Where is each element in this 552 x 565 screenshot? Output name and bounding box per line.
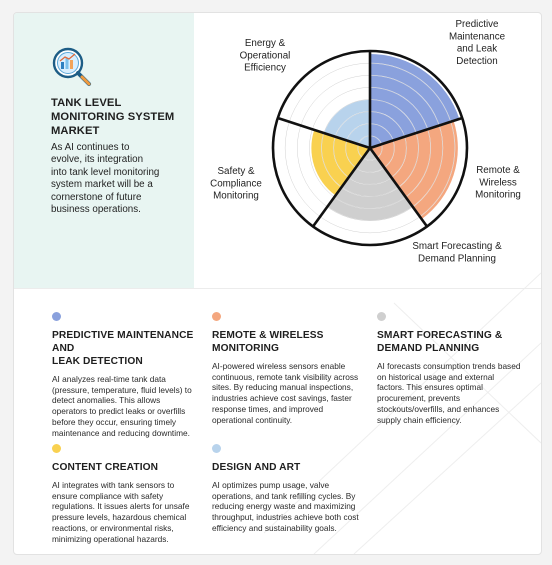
feature-remote-and-wireless-monitoring (212, 312, 362, 425)
feature-dot-icon (212, 444, 221, 453)
feature-dot-icon (377, 312, 386, 321)
segment-label-3 (412, 241, 502, 264)
segment-label-line: Monitoring (213, 190, 259, 202)
feature-heading: DESIGN AND ART (212, 462, 301, 473)
segment-label-line: Monitoring (475, 189, 521, 201)
segment-label-line: Smart Forecasting & (412, 241, 502, 252)
feature-heading: SMART FORECASTING & DEMAND PLANNING (377, 330, 503, 354)
feature-heading: CONTENT CREATION (52, 462, 159, 473)
segment-label-2 (475, 165, 521, 201)
feature-description: AI-powered wireless sensors enable continuous, remote tank visibility across sites. By reducing manual inspections, industries achieve cost savings, faster response times, and improved operational continuity. (212, 361, 359, 425)
segment-label-line: Safety & (217, 166, 255, 177)
segment-label-line: Demand Planning (418, 253, 496, 265)
feature-design-and-art (212, 444, 362, 534)
feature-description: AI analyzes real-time tank data (pressure, temperature, fluid levels) to detect anomalies. This allows operators to predict leaks or overfills before they occur, ensuring timely maintenance and reducing downtime. (52, 374, 192, 438)
feature-description: AI forecasts consumption trends based on historical usage and external factors. This ensures optimal procurement, prevents stockouts/overfills, and enhances supply chain efficiency. (377, 361, 521, 425)
segment-label-line: Compliance (210, 178, 262, 190)
segment-label-line: and Leak (456, 43, 498, 55)
segment-label-line: Predictive (455, 19, 499, 30)
infographic-card (13, 12, 542, 555)
intro-blurb: As AI continues to evolve, its integration into tank level monitoring system market will be a cornerstone of future business operations. (51, 142, 160, 216)
feature-heading: PREDICTIVE MAINTENANCE AND LEAK DETECTION (52, 330, 194, 367)
segment-label-1 (449, 19, 506, 67)
feature-dot-icon (212, 312, 221, 321)
feature-predictive-maintenance-and-leak-detection (52, 312, 195, 438)
feature-smart-forecasting-and-demand-planning (377, 312, 522, 425)
segment-label-line: Operational (239, 50, 291, 62)
feature-description: AI integrates with tank sensors to ensure compliance with safety regulations. It issues alerts for unsafe pressure levels, hazardous chemical reactions, or environmental risks, minimizing operational hazards. (52, 480, 190, 544)
feature-description: AI optimizes pump usage, valve operations, and tank refilling cycles. By reducing energy waste and maximizing throughput, industries achieve both cost efficiency and sustainability goals. (212, 480, 359, 533)
segment-label-line: Remote & (476, 165, 520, 176)
feature-dot-icon (52, 312, 61, 321)
segment-label-4 (210, 166, 262, 202)
feature-heading: REMOTE & WIRELESS MONITORING (212, 330, 324, 354)
feature-dot-icon (52, 444, 61, 453)
segment-label-line: Detection (456, 55, 498, 67)
segment-label-5 (240, 38, 291, 74)
segment-label-line: Wireless (479, 177, 517, 189)
section-divider (14, 288, 541, 289)
segment-label-line: Efficiency (244, 62, 286, 74)
feature-content-creation (52, 444, 195, 544)
page-title: TANK LEVEL MONITORING SYSTEM MARKET (51, 97, 175, 137)
segment-label-line: Maintenance (448, 31, 506, 43)
segment-label-line: Energy & (244, 38, 286, 49)
polar-area-chart (14, 13, 541, 288)
